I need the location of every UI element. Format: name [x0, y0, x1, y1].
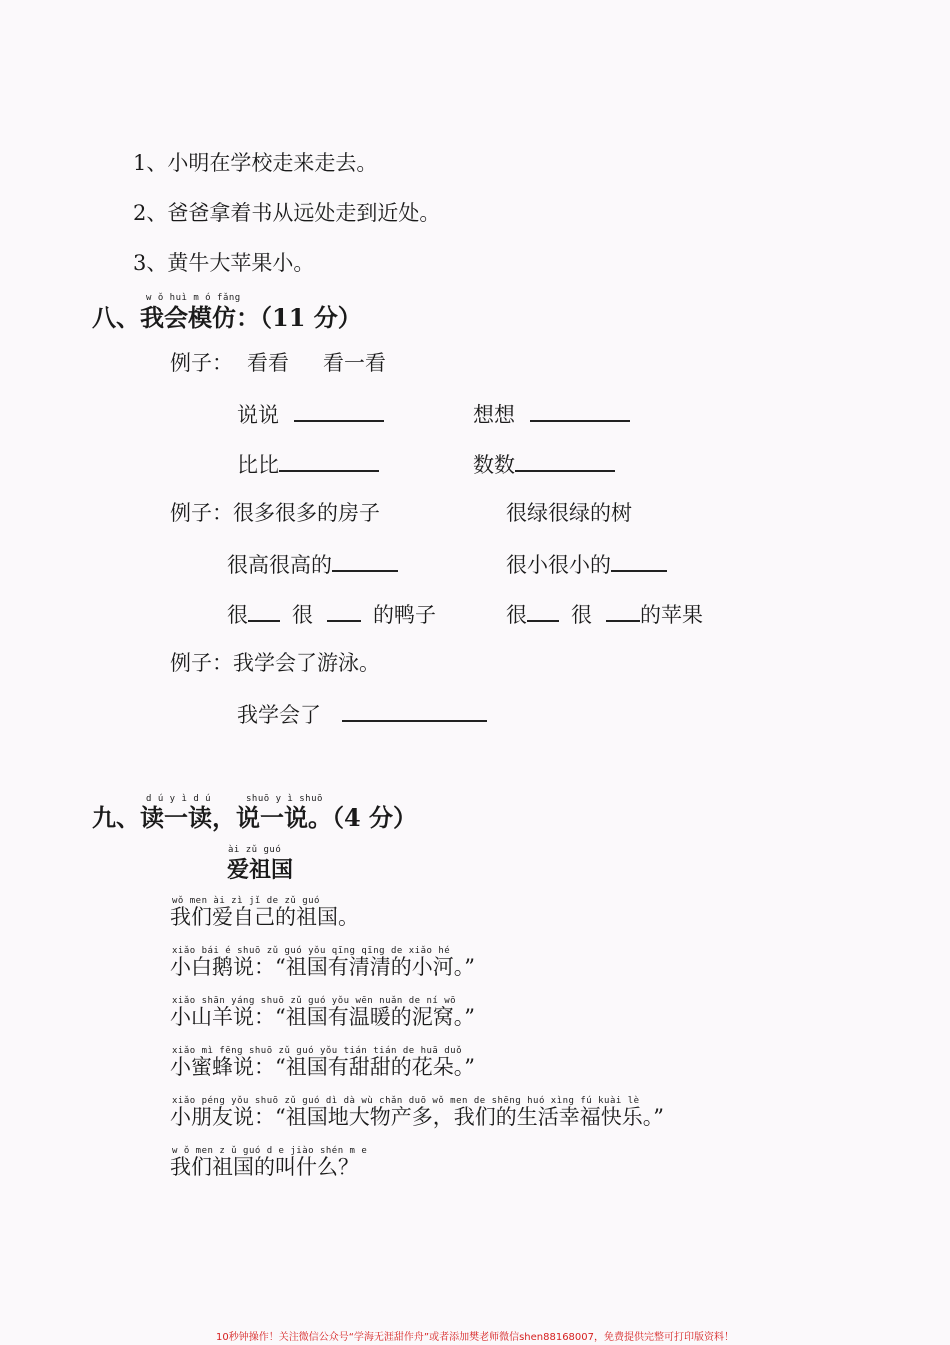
answer-blank[interactable] [279, 450, 379, 472]
blank-row-5 [237, 700, 487, 728]
blank-row-3b [506, 550, 667, 578]
line-4-pinyin: xiǎo mì fēng shuō zǔ guó yǒu tián tián de huā duǒ [172, 1046, 463, 1056]
line-6: 我们祖国的叫什么？ [170, 1155, 359, 1179]
blank-row-1b [473, 400, 630, 428]
sentence-3: 3、黄牛大苹果小。 [133, 251, 315, 275]
answer-blank[interactable] [530, 400, 630, 422]
answer-blank[interactable] [294, 400, 384, 422]
blank-row-2a [237, 450, 379, 478]
answer-blank[interactable] [327, 600, 361, 622]
word-hen: 很 [571, 603, 592, 627]
word-hen: 很 [292, 603, 313, 627]
poem-title-pinyin: ài zǔ guó [228, 845, 282, 855]
example-2: 例子：很多很多的房子 [170, 501, 380, 525]
sentence-2: 2、爸爸拿着书从远处走到近处。 [133, 201, 441, 225]
footer-notice: 10秒钟操作！关注微信公众号“学海无涯甜作舟”或者添加樊老师微信shen88168007，免费提供完整可打印版资料！ [215, 1332, 735, 1343]
line-5-pinyin: xiǎo péng yǒu shuō zǔ guó dì dà wù chǎn duō wǒ men de shēng huó xìng fú kuài lè [172, 1096, 640, 1106]
word-bibi: 比比 [237, 453, 279, 477]
line-3: 小山羊说：“祖国有温暖的泥窝。” [170, 1005, 475, 1029]
phrase-xuehuile: 我学会了 [237, 703, 321, 727]
phrase-xiao: 很小很小的 [506, 553, 611, 577]
line-5: 小朋友说：“祖国地大物产多，我们的生活幸福快乐。” [170, 1105, 664, 1129]
section-8-title: 八、我会模仿：（11 分） [92, 303, 362, 332]
line-6-pinyin: w ǒ men z ǔ guó d e jiào shén m e [172, 1146, 368, 1156]
blank-row-2b [473, 450, 615, 478]
answer-blank[interactable] [332, 550, 398, 572]
phrase-gao: 很高很高的 [227, 553, 332, 577]
line-4: 小蜜蜂说：“祖国有甜甜的花朵。” [170, 1055, 475, 1079]
word-hen: 很 [506, 603, 527, 627]
example-3: 例子：我学会了游泳。 [170, 651, 380, 675]
word-shuoshuo: 说说 [237, 403, 279, 427]
example-label: 例子： [170, 351, 233, 375]
word-de-pingguo: 的苹果 [640, 603, 703, 627]
section-9-title: 九、读一读，说一说。（4 分） [92, 803, 418, 832]
answer-blank[interactable] [248, 600, 280, 622]
section-9-pinyin-1: d ú y ì d ú [146, 794, 212, 804]
answer-blank[interactable] [515, 450, 615, 472]
blank-row-4a [227, 600, 436, 628]
sentence-1: 1、小明在学校走来走去。 [133, 151, 378, 175]
poem-title: 爱祖国 [227, 857, 294, 883]
section-9-pinyin-2: shuō y ì shuō [246, 794, 323, 804]
answer-blank[interactable] [611, 550, 667, 572]
example-2b: 很绿很绿的树 [506, 501, 632, 525]
line-3-pinyin: xiǎo shān yáng shuō zǔ guó yǒu wēn nuǎn de ní wō [172, 996, 457, 1006]
line-1-pinyin: wǒ men ài zì jǐ de zǔ guó [172, 896, 320, 906]
blank-row-4b [506, 600, 703, 628]
word-xiangxiang: 想想 [473, 403, 515, 427]
line-2-pinyin: xiǎo bái é shuō zǔ guó yǒu qīng qīng de xiǎo hé [172, 946, 451, 956]
section-8-pinyin: w ǒ huì m ó fǎng [146, 293, 241, 303]
word-shushu: 数数 [473, 453, 515, 477]
word-hen: 很 [227, 603, 248, 627]
example-1 [170, 350, 386, 376]
line-2: 小白鹅说：“祖国有清清的小河。” [170, 955, 475, 979]
answer-blank[interactable] [527, 600, 559, 622]
blank-row-3a [227, 550, 398, 578]
answer-blank[interactable] [606, 600, 640, 622]
example-word-a: 看看 [247, 351, 289, 375]
blank-row-1a [237, 400, 384, 428]
answer-blank[interactable] [342, 700, 487, 722]
example-word-b: 看一看 [323, 351, 386, 375]
word-de-yazi: 的鸭子 [373, 603, 436, 627]
line-1: 我们爱自己的祖国。 [170, 905, 359, 929]
